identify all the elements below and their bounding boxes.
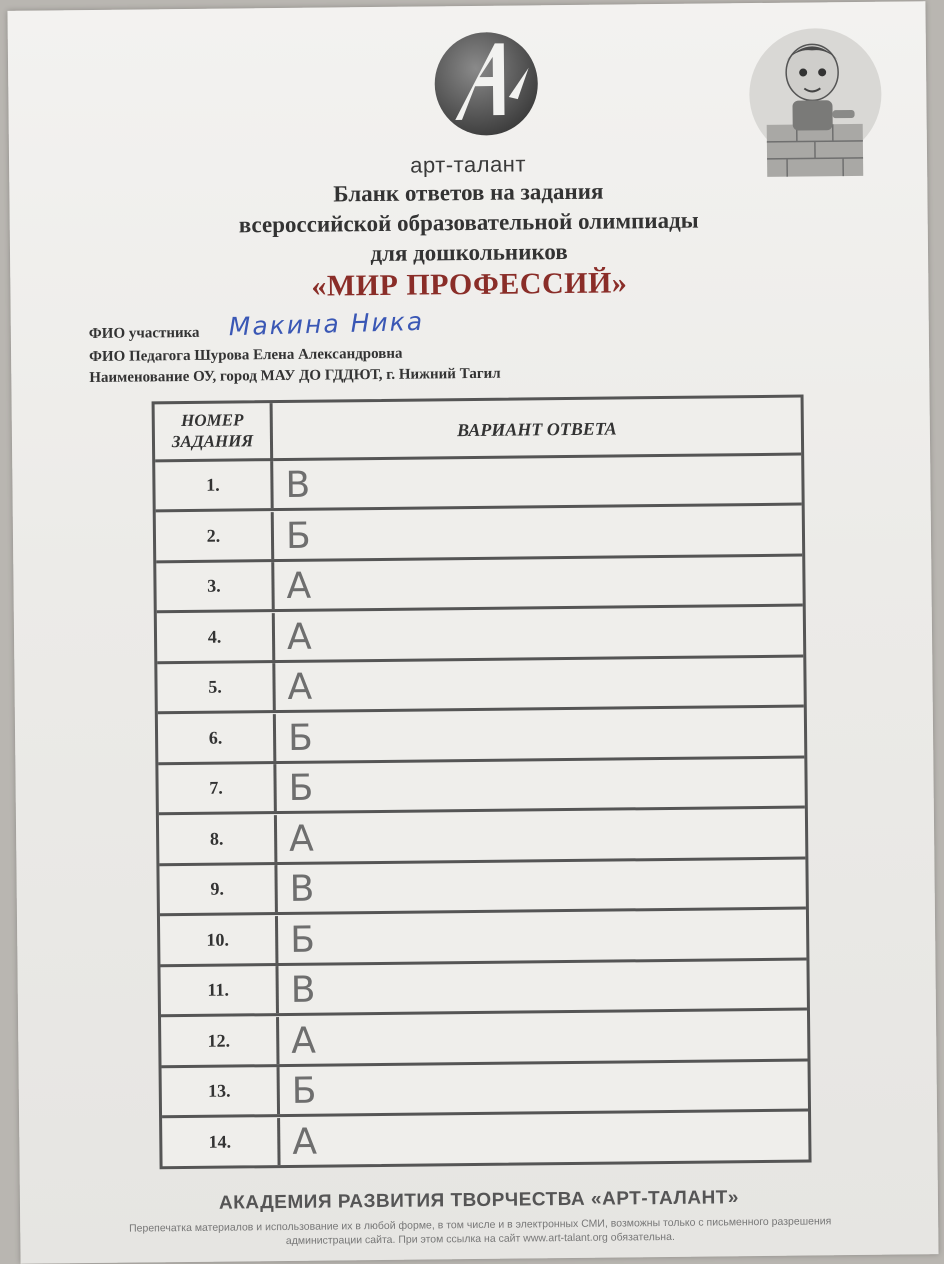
task-number: 2. xyxy=(156,512,274,560)
table-row xyxy=(159,860,805,917)
task-number: 13. xyxy=(162,1067,280,1115)
table-row xyxy=(161,1011,807,1068)
table-row xyxy=(159,809,805,866)
handwritten-answer: Б xyxy=(290,915,315,962)
number-header-line-2: ЗАДАНИЯ xyxy=(155,430,270,452)
handwritten-answer: А xyxy=(291,1016,316,1063)
task-number: 8. xyxy=(159,815,277,863)
art-talant-logo-icon xyxy=(430,27,543,140)
handwritten-answer: В xyxy=(289,865,314,912)
task-number: 1. xyxy=(155,461,273,509)
table-row xyxy=(158,708,804,765)
task-number: 7. xyxy=(158,764,276,812)
participant-label: ФИО участника xyxy=(89,325,200,343)
table-row xyxy=(162,1112,808,1169)
table-row xyxy=(157,658,803,715)
title-line-2: всероссийской образовательной олимпиады xyxy=(10,203,928,243)
teacher-line: ФИО Педагога Шурова Елена Александровна xyxy=(89,346,403,366)
task-number: 5. xyxy=(157,663,275,711)
answer-sheet xyxy=(7,1,938,1264)
handwritten-answer: А xyxy=(287,612,312,659)
handwritten-answer: Б xyxy=(288,764,313,811)
table-row xyxy=(162,1062,808,1119)
task-number: 4. xyxy=(157,613,275,661)
task-number: 6. xyxy=(158,714,276,762)
footer-note: Перепечатка материалов и использование их в любой форме, в том числе и в электронных СМИ, возможны только с письменного разрешения администрации сайта. При этом ссылка на сайт www.art-talant.org обязательна. xyxy=(110,1214,850,1250)
title-line-1: Бланк ответов на задания xyxy=(9,173,927,213)
handwritten-answer: А xyxy=(286,562,311,609)
handwritten-answer: Б xyxy=(292,1067,317,1114)
number-column-header xyxy=(155,403,274,462)
table-row xyxy=(160,961,806,1018)
answers-table xyxy=(152,395,812,1170)
builder-mascot-icon xyxy=(746,14,886,193)
table-row xyxy=(157,607,803,664)
handwritten-answer: А xyxy=(287,663,312,710)
task-number: 12. xyxy=(161,1017,279,1065)
handwritten-answer: В xyxy=(285,461,310,508)
table-row xyxy=(156,506,802,563)
participant-handwritten-name: Макина Ника xyxy=(228,307,424,341)
school-line: Наименование ОУ, город МАУ ДО ГДДЮТ, г. Нижний Тагил xyxy=(89,366,501,387)
task-number: 3. xyxy=(156,562,274,610)
logo-text: арт-талант xyxy=(9,147,927,183)
table-row xyxy=(160,910,806,967)
answer-column-header: ВАРИАНТ ОТВЕТА xyxy=(273,398,802,462)
number-header-line-1: НОМЕР xyxy=(155,409,270,431)
title-line-3: для дошкольников xyxy=(10,233,928,273)
task-number: 10. xyxy=(160,916,278,964)
handwritten-answer: Б xyxy=(286,511,311,558)
handwritten-answer: А xyxy=(292,1117,317,1164)
handwritten-answer: В xyxy=(290,966,315,1013)
table-row xyxy=(158,759,804,816)
handwritten-answer: Б xyxy=(288,713,313,760)
footer-academy: АКАДЕМИЯ РАЗВИТИЯ ТВОРЧЕСТВА «АРТ-ТАЛАНТ» xyxy=(20,1185,938,1217)
table-row xyxy=(156,557,802,614)
task-number: 11. xyxy=(160,966,278,1014)
task-number: 14. xyxy=(162,1118,280,1166)
olympiad-name: «МИР ПРОФЕССИЙ» xyxy=(10,263,928,307)
table-row xyxy=(155,456,801,513)
task-number: 9. xyxy=(159,865,277,913)
handwritten-answer: А xyxy=(289,814,314,861)
